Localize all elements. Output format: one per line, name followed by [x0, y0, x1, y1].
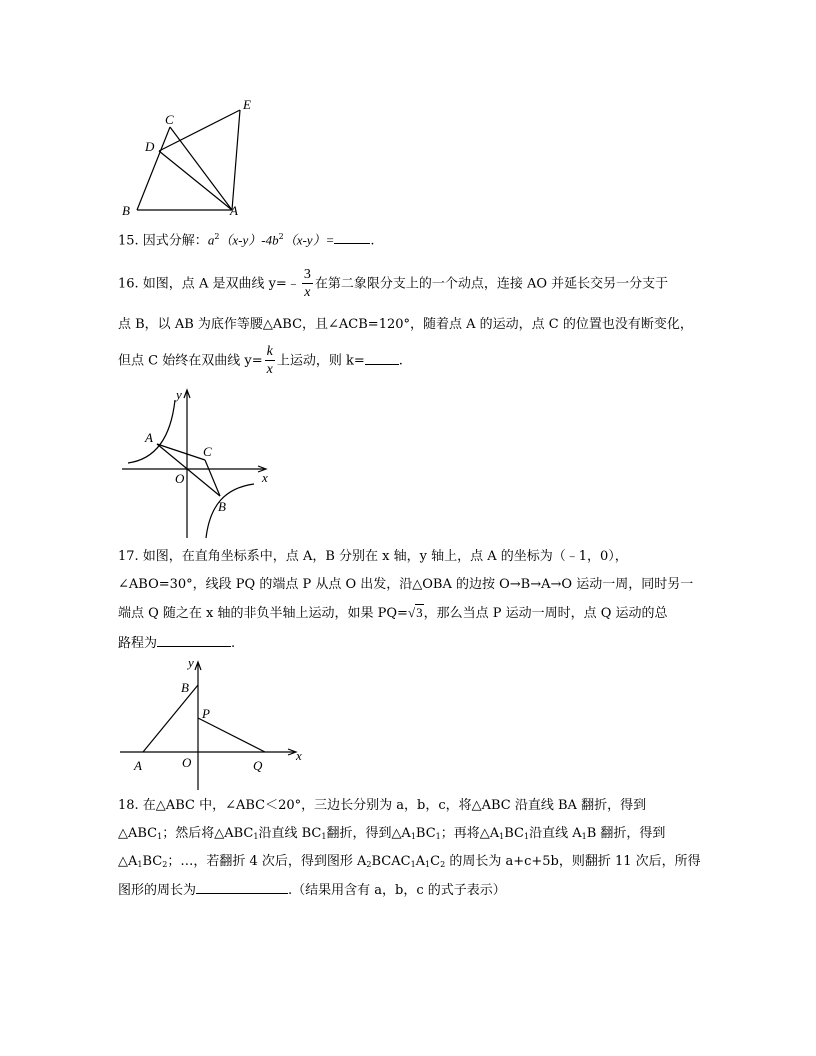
label-y: y — [176, 387, 182, 402]
label-A: A — [134, 758, 142, 773]
q17-line1: 17. 如图，在直角坐标系中，点 A，B 分别在 x 轴，y 轴上，点 A 的坐标为（﹣1，0）， — [118, 549, 628, 564]
q18-line3-b: BC — [142, 854, 163, 869]
q18-line3-g: 的周长为 a+c+5b，则翻折 11 次后，所得 — [445, 854, 701, 869]
q18-line2-sub3: 1 — [321, 832, 327, 841]
label-y: y — [188, 655, 194, 670]
q18-line4-pre: 图形的周长为 — [118, 883, 197, 898]
q15-xy2: （x-y）= — [283, 232, 335, 248]
label-B: B — [122, 203, 130, 218]
q18-line3-d: BCAC — [371, 854, 411, 869]
q16-frac2-den: x — [266, 362, 273, 377]
q17-line2: ∠ABO=30°，线段 PQ 的端点 P 从点 O 出发，沿△OBA 的边按 O→B→A→O 运动一周，同时另一 — [118, 577, 694, 592]
q18-line-2 — [118, 827, 665, 841]
q18-line2-sub8: 1 — [581, 832, 587, 841]
q18-line3-sub5: 1 — [425, 860, 431, 869]
segment-AB — [143, 685, 198, 752]
q16-line1-post: 在第二象限分支上的一个动点，连接 AO 并延长交另一分支于 — [314, 276, 669, 292]
q18-answer-blank[interactable] — [196, 883, 288, 894]
q18-line2-sub6: 1 — [499, 832, 505, 841]
q18-line3-sub3: 2 — [366, 860, 372, 869]
q16-line3-pre: 但点 C 始终在双曲线 y= — [118, 353, 263, 369]
label-A: A — [230, 203, 238, 218]
q17-sqrt-radicand: 3 — [416, 605, 423, 620]
q15-exp2: 2 — [278, 232, 284, 241]
q18-line2-h: 沿直线 A — [529, 826, 582, 841]
q18-line3-sub4: 1 — [410, 860, 416, 869]
q18-line2-sub7: 1 — [524, 832, 530, 841]
q18-line-4 — [118, 883, 506, 897]
q18-line-1 — [118, 799, 646, 812]
label-O: O — [182, 755, 192, 770]
q16-line1-pre: 16. 如图，点 A 是双曲线 y=﹣ — [118, 276, 300, 292]
q17-line3-post: ，那么当点 P 运动一周时，点 Q 运动的总 — [423, 606, 668, 621]
q18-line3-sub2: 2 — [162, 860, 168, 869]
q18-line2-g: BC — [504, 826, 524, 841]
q16-line3-end: . — [398, 353, 403, 369]
q18-line3-c: ；…，若翻折 4 次后，得到图形 A — [167, 854, 367, 869]
q15-suffix: . — [370, 233, 375, 249]
q17-line4-pre: 路程为 — [118, 636, 158, 651]
q15-exp: 2 — [214, 232, 220, 241]
q18-line4-post: .（结果用含有 a，b，c 的式子表示） — [288, 883, 506, 898]
q18-line2-e: BC — [415, 826, 436, 841]
q18-line3-sub1: 1 — [137, 860, 143, 869]
label-x: x — [262, 470, 268, 485]
q18-line2-sub2: 1 — [253, 832, 259, 841]
q15-a: a — [207, 232, 215, 248]
label-B: B — [181, 680, 189, 695]
q18-line3-f: C — [430, 854, 441, 869]
q17-sqrt-3: √3 — [407, 605, 423, 620]
q18-line2-f: ；再将△A — [440, 826, 500, 841]
label-A: A — [145, 430, 153, 445]
label-x: x — [296, 748, 302, 763]
label-C: C — [203, 444, 212, 459]
q18-line2-sub5: 1 — [435, 832, 441, 841]
q16-line2: 点 B，以 AB 为底作等腰△ABC，且∠ACB=120°，随着点 A 的运动，点 C 的位置也没有断变化， — [118, 317, 693, 332]
q18-line3-sub6: 2 — [440, 860, 446, 869]
segment-PQ — [198, 718, 265, 752]
q18-line2-i: B 翻折，得到 — [586, 826, 666, 841]
q18-line2-c: 沿直线 BC — [258, 826, 322, 841]
q18-line-3 — [118, 855, 701, 869]
label-C: C — [165, 112, 174, 127]
q18-line3-a: △A — [118, 854, 138, 869]
label-P: P — [202, 706, 210, 721]
q15-xy1: （x-y）-4b — [219, 232, 279, 248]
q18-line2-sub4: 1 — [410, 832, 416, 841]
q18-line2-sub1: 1 — [157, 832, 163, 841]
q18-line2-a: △ABC — [118, 826, 158, 841]
label-Q: Q — [253, 758, 263, 773]
label-O: O — [175, 471, 185, 486]
q16-line3-post: 上运动，则 k= — [276, 353, 365, 369]
q15-prefix: 15. 因式分解： — [118, 233, 208, 249]
q17-line3-pre: 端点 Q 随之在 x 轴的非负半轴上运动，如果 PQ= — [118, 606, 408, 621]
label-B: B — [218, 499, 226, 514]
q16-frac2-num: k — [266, 344, 273, 359]
q18-line1: 18. 在△ABC 中，∠ABC＜20°，三边长分别为 a，b，c，将△ABC 沿直线 BA 翻折，得到 — [118, 798, 647, 813]
q16-frac1-num: 3 — [303, 267, 311, 282]
q16-frac1-den: x — [304, 285, 311, 300]
q17-line4-end: . — [231, 636, 236, 651]
label-D: D — [145, 139, 155, 154]
q18-line2-b: ；然后将△ABC — [162, 826, 254, 841]
q18-line3-e: A — [415, 854, 426, 869]
label-E: E — [243, 97, 251, 112]
q18-line2-d: 翻折，得到△A — [326, 826, 411, 841]
